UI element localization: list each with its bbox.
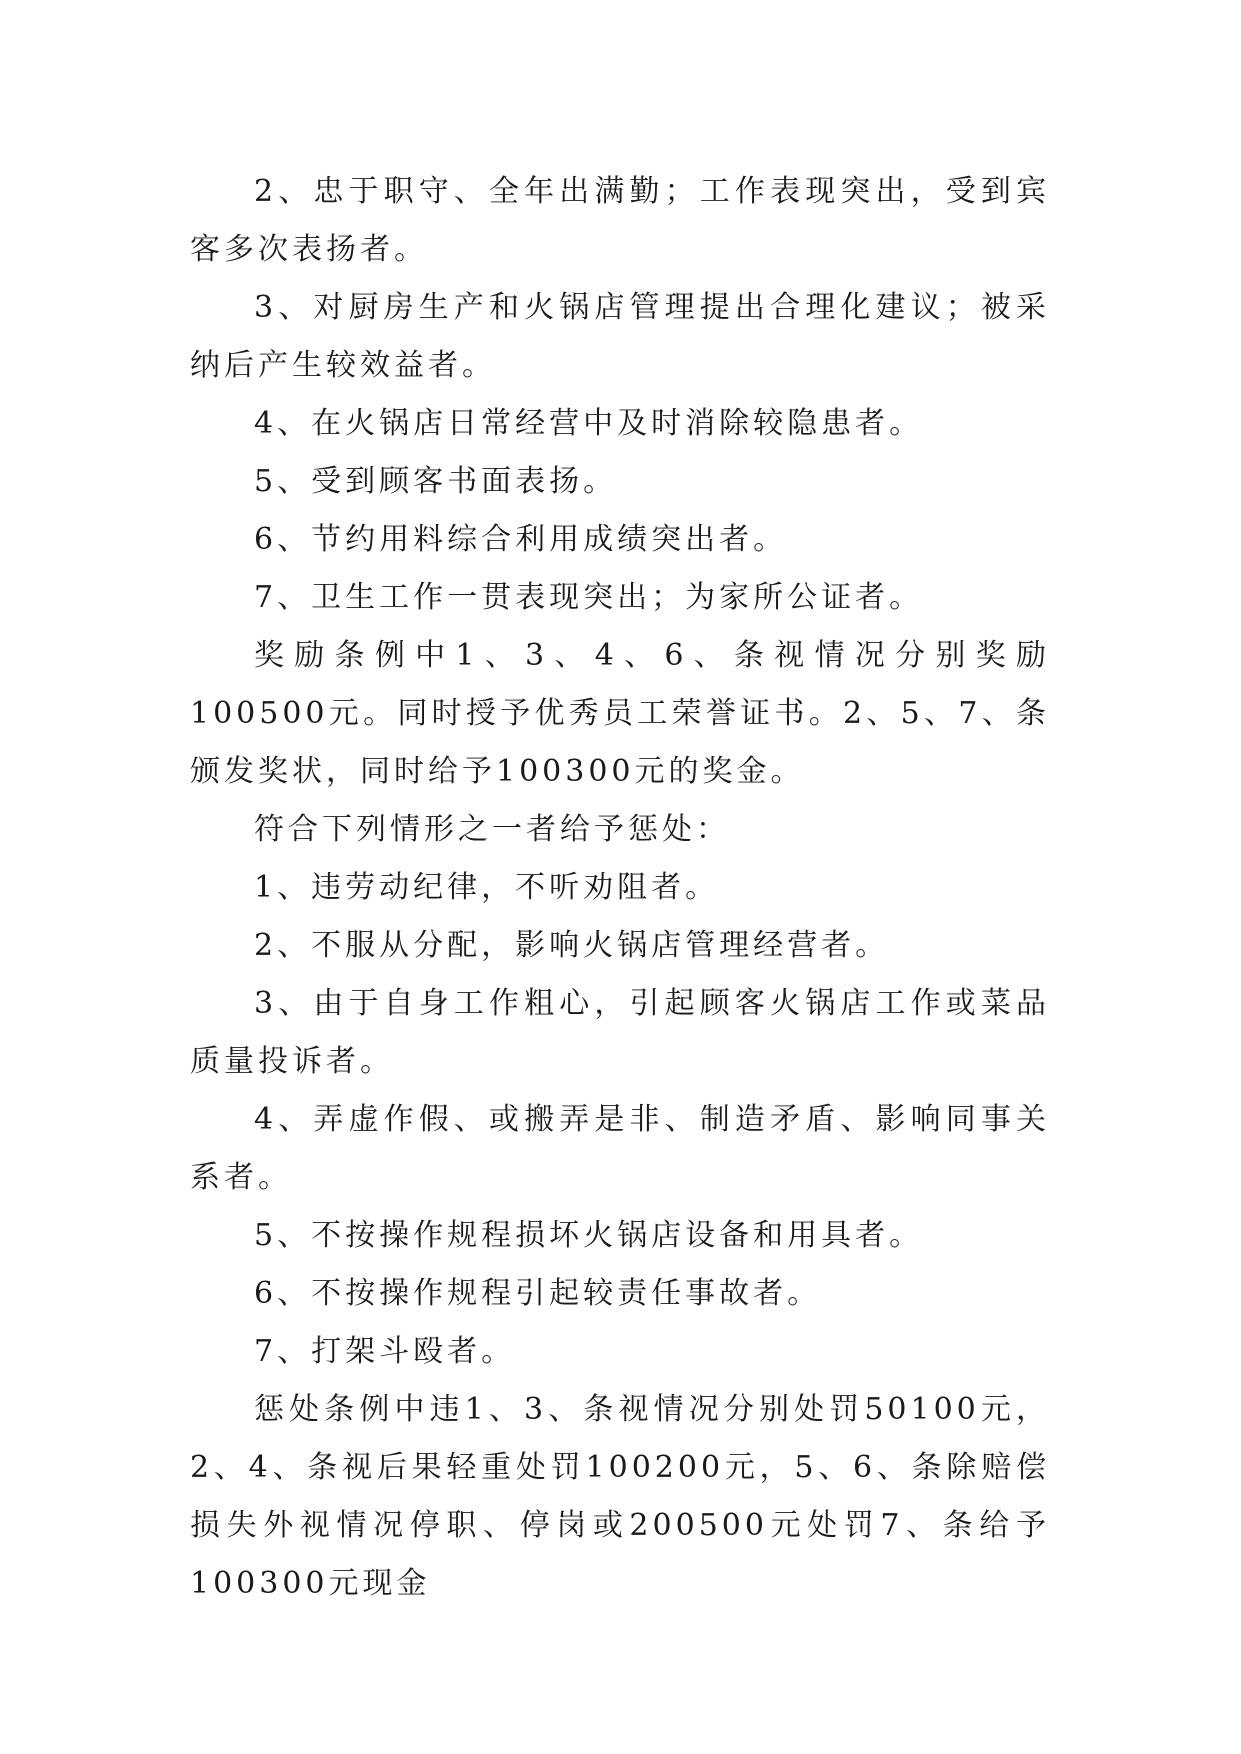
paragraph-penalty-2: 2、不服从分配，影响火锅店管理经营者。: [254, 928, 890, 963]
paragraph-reward-7: 7、卫生工作一贯表现突出；为家所公证者。: [254, 580, 924, 615]
paragraph-reward-4: 4、在火锅店日常经营中及时消除较隐患者。: [254, 406, 924, 441]
paragraph-penalty-3: 3、由于自身工作粗心，引起顾客火锅店工作或菜品质量投诉者。: [190, 986, 1050, 1079]
paragraph-penalty-5: 5、不按操作规程损坏火锅店设备和用具者。: [254, 1218, 924, 1253]
paragraph-reward-summary: 奖励条例中1、3、4、6、条视情况分别奖励100500元。同时授予优秀员工荣誉证书。2、5、7、条颁发奖状，同时给予100300元的奖金。: [190, 638, 1050, 789]
paragraph-reward-6: 6、节约用料综合利用成绩突出者。: [254, 522, 788, 557]
paragraph-reward-5: 5、受到顾客书面表扬。: [254, 464, 618, 499]
paragraph-penalty-4: 4、弄虚作假、或搬弄是非、制造矛盾、影响同事关系者。: [190, 1102, 1050, 1195]
paragraph-penalty-6: 6、不按操作规程引起较责任事故者。: [254, 1276, 822, 1311]
paragraph-penalty-7: 7、打架斗殴者。: [254, 1334, 516, 1369]
document-body: [190, 163, 1050, 1613]
paragraph-penalty-1: 1、违劳动纪律，不听劝阻者。: [254, 870, 720, 905]
paragraph-reward-3: 3、对厨房生产和火锅店管理提出合理化建议；被采纳后产生较效益者。: [190, 290, 1050, 383]
paragraph-penalty-intro: 符合下列情形之一者给予惩处：: [254, 812, 730, 847]
paragraph-reward-2: 2、忠于职守、全年出满勤；工作表现突出，受到宾客多次表扬者。: [190, 174, 1050, 267]
paragraph-penalty-summary: 惩处条例中违1、3、条视情况分别处罚50100元，2、4、条视后果轻重处罚100200元，5、6、条除赔偿损失外视情况停职、停岗或200500元处罚7、条给予100300元现金: [190, 1392, 1050, 1601]
